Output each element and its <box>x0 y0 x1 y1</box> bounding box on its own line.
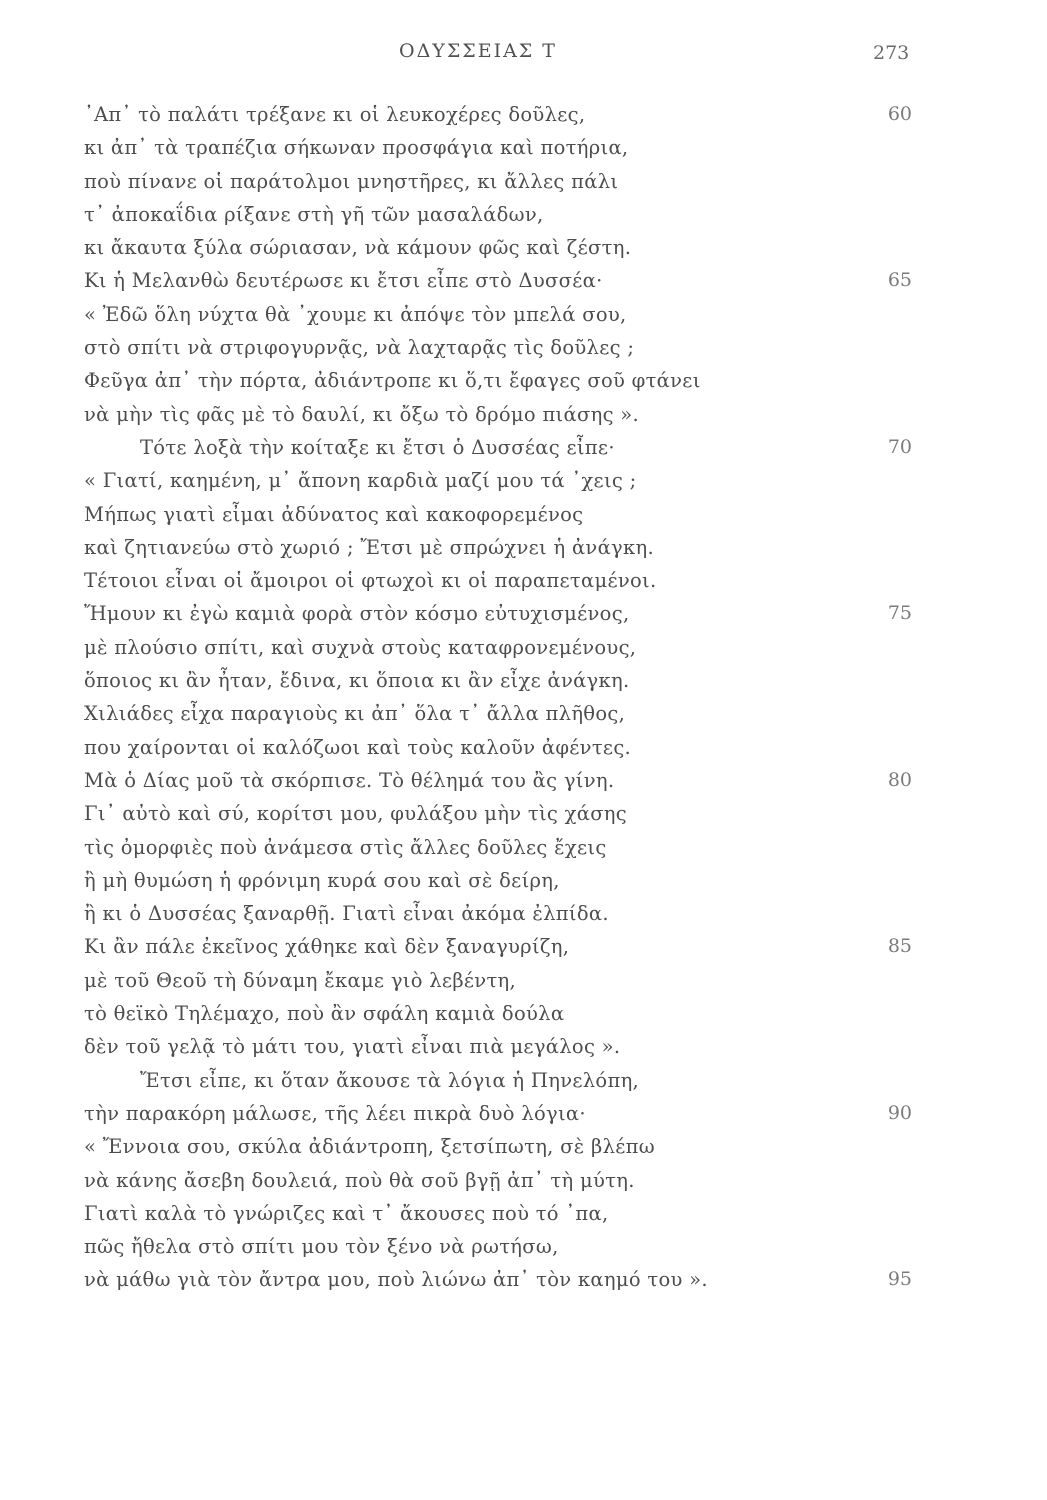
verse-line <box>0 1097 1047 1130</box>
verse-text: Γιατὶ καλὰ τὸ γνώριζες καὶ τ᾿ ἄκουσες ποὺ τό ᾽πα, <box>84 1201 609 1225</box>
verse-text: ὅποιος κι ἂν ἦταν, ἔδινα, κι ὅποια κι ἂν εἶχε ἀνάγκη. <box>84 669 630 693</box>
verse-line <box>0 897 1047 930</box>
verse-line <box>0 198 1047 231</box>
verse-text: νὰ μάθω γιὰ τὸν ἄντρα μου, ποὺ λιώνω ἀπ᾿ τὸν καημό του ». <box>84 1268 708 1292</box>
verse-line <box>0 1030 1047 1063</box>
verse-line <box>0 764 1047 797</box>
line-number: 75 <box>887 602 912 625</box>
verse-line <box>0 464 1047 497</box>
verse-line <box>0 930 1047 963</box>
verse-line <box>0 597 1047 630</box>
verse-line <box>0 1197 1047 1230</box>
verse-text: τ᾿ ἀποκαΐδια ρίξανε στὴ γῆ τῶν μασαλάδων, <box>84 202 544 226</box>
verse-line <box>0 1064 1047 1097</box>
verse-line <box>0 331 1047 364</box>
verse-line <box>0 264 1047 297</box>
verse-line <box>0 1230 1047 1263</box>
verse-line <box>0 864 1047 897</box>
line-number: 85 <box>887 935 912 958</box>
verse-text: στὸ σπίτι νὰ στριφογυρνᾷς, νὰ λαχταρᾷς τὶς δοῦλες ; <box>84 336 635 360</box>
line-number: 60 <box>887 103 912 125</box>
verse-line <box>0 364 1047 397</box>
verse-text: « Ἐδῶ ὅλη νύχτα θὰ ᾽χουμε κι ἀπόψε τὸν μπελά σου, <box>84 302 627 326</box>
line-number: 70 <box>887 435 912 458</box>
verse-line <box>0 697 1047 730</box>
verse-text: μὲ πλούσιο σπίτι, καὶ συχνὰ στοὺς καταφρονεμένους, <box>84 635 637 659</box>
verse-text: Τέτοιοι εἶναι οἱ ἄμοιροι οἱ φτωχοὶ κι οἱ παραπεταμένοι. <box>84 569 657 593</box>
verse-text: Μήπως γιατὶ εἶμαι ἀδύνατος καὶ κακοφορεμένος <box>84 502 584 526</box>
verse-text: κι ἄκαυτα ξύλα σώριασαν, νὰ κάμουν φῶς καὶ ζέστη. <box>84 236 632 260</box>
verse-text: τὸ θεϊκὸ Τηλέμαχο, ποὺ ἂν σφάλη καμιὰ δούλα <box>84 1002 565 1026</box>
verse-line <box>0 498 1047 531</box>
verse-text: ᾿Απ᾿ τὸ παλάτι τρέξανε κι οἱ λευκοχέρες δοῦλες, <box>84 103 586 126</box>
verse-line <box>0 431 1047 464</box>
verse-line <box>0 964 1047 997</box>
verse-text: « Ἔννοια σου, σκύλα ἀδιάντροπη, ξετσίπωτη, σὲ βλέπω <box>84 1135 655 1159</box>
verse-text: Φεῦγα ἀπ᾿ τὴν πόρτα, ἀδιάντροπε κι ὅ,τι ἔφαγες σοῦ φτάνει <box>84 369 701 393</box>
page-number: 273 <box>873 42 910 64</box>
verse-text: καὶ ζητιανεύω στὸ χωριό ; Ἔτσι μὲ σπρώχνει ἡ ἀνάγκη. <box>84 535 654 559</box>
verse-line <box>0 831 1047 864</box>
line-number: 90 <box>887 1101 912 1124</box>
verse-line <box>0 1164 1047 1197</box>
verse-text: ἢ μὴ θυμώση ἡ φρόνιμη κυρά σου καὶ σὲ δείρη, <box>84 868 560 892</box>
verse-line <box>0 564 1047 597</box>
verse-text: Κι ἂν πάλε ἐκεῖνος χάθηκε καὶ δὲν ξαναγυρίζη, <box>84 935 570 959</box>
verse-text: νὰ κάνης ἄσεβη δουλειά, ποὺ θὰ σοῦ βγῇ ἀπ᾿ τὴ μύτη. <box>84 1168 635 1192</box>
verse-text: Χιλιάδες εἶχα παραγιοὺς κι ἀπ᾿ ὅλα τ᾿ ἄλλα πλῆθος, <box>84 702 626 726</box>
verse-line <box>0 531 1047 564</box>
verse-text: τὴν παρακόρη μάλωσε, τῆς λέει πικρὰ δυὸ λόγια· <box>84 1101 586 1125</box>
verse-text: Γι᾿ αὐτὸ καὶ σύ, κορίτσι μου, φυλάξου μὴν τὶς χάσης <box>84 802 628 826</box>
verse-line <box>0 997 1047 1030</box>
verse-text: ἢ κι ὁ Δυσσέας ξαναρθῇ. Γιατὶ εἶναι ἀκόμα ἐλπίδα. <box>84 902 609 926</box>
verse-line <box>0 1130 1047 1163</box>
verse-text: Ἔτσι εἶπε, κι ὅταν ἄκουσε τὰ λόγια ἡ Πηνελόπη, <box>140 1068 640 1092</box>
verse-text: ποὺ πίνανε οἱ παράτολμοι μνηστῆρες, κι ἄλλες πάλι <box>84 169 619 193</box>
verse-text: νὰ μὴν τὶς φᾶς μὲ τὸ δαυλί, κι ὄξω τὸ δρόμο πιάσης ». <box>84 402 640 426</box>
verse-text: δὲν τοῦ γελᾷ τὸ μάτι του, γιατὶ εἶναι πιὰ μεγάλος ». <box>84 1035 621 1059</box>
line-number: 80 <box>887 768 912 791</box>
verse-line <box>0 131 1047 164</box>
verse-line <box>0 398 1047 431</box>
line-number: 65 <box>887 269 912 292</box>
verse-line <box>0 98 1047 131</box>
verse-text: Τότε λοξὰ τὴν κοίταξε κι ἔτσι ὁ Δυσσέας εἶπε· <box>140 435 615 459</box>
verse-block <box>0 98 1047 1297</box>
verse-line <box>0 631 1047 664</box>
verse-text: που χαίρονται οἱ καλόζωοι καὶ τοὺς καλοῦν ἀφέντες. <box>84 735 632 759</box>
running-title: ΟΔΥΣΣΕΙΑΣ Τ <box>399 40 557 62</box>
verse-text: Ἤμουν κι ἐγὼ καμιὰ φορὰ στὸν κόσμο εὐτυχισμένος, <box>84 602 630 626</box>
verse-line <box>0 231 1047 264</box>
verse-text: « Γιατί, καημένη, μ᾿ ἄπονη καρδιὰ μαζί μου τά ᾽χεις ; <box>84 469 637 493</box>
verse-text: πῶς ἤθελα στὸ σπίτι μου τὸν ξένο νὰ ρωτήσω, <box>84 1235 559 1259</box>
verse-line <box>0 165 1047 198</box>
verse-line <box>0 1263 1047 1296</box>
verse-text: Κι ἡ Μελανθὼ δευτέρωσε κι ἔτσι εἶπε στὸ Δυσσέα· <box>84 269 603 293</box>
verse-line <box>0 731 1047 764</box>
verse-text: τὶς ὀμορφιὲς ποὺ ἀνάμεσα στὶς ἄλλες δοῦλες ἔχεις <box>84 835 607 859</box>
verse-line <box>0 298 1047 331</box>
verse-line <box>0 797 1047 830</box>
verse-line <box>0 664 1047 697</box>
verse-text: κι ἀπ᾿ τὰ τραπέζια σήκωναν προσφάγια καὶ ποτήρια, <box>84 136 629 160</box>
running-head <box>0 40 1047 70</box>
verse-text: Μὰ ὁ Δίας μοῦ τὰ σκόρπισε. Τὸ θέλημά του ἂς γίνη. <box>84 768 615 792</box>
line-number: 95 <box>887 1268 912 1291</box>
verse-text: μὲ τοῦ Θεοῦ τὴ δύναμη ἔκαμε γιὸ λεβέντη, <box>84 968 517 992</box>
